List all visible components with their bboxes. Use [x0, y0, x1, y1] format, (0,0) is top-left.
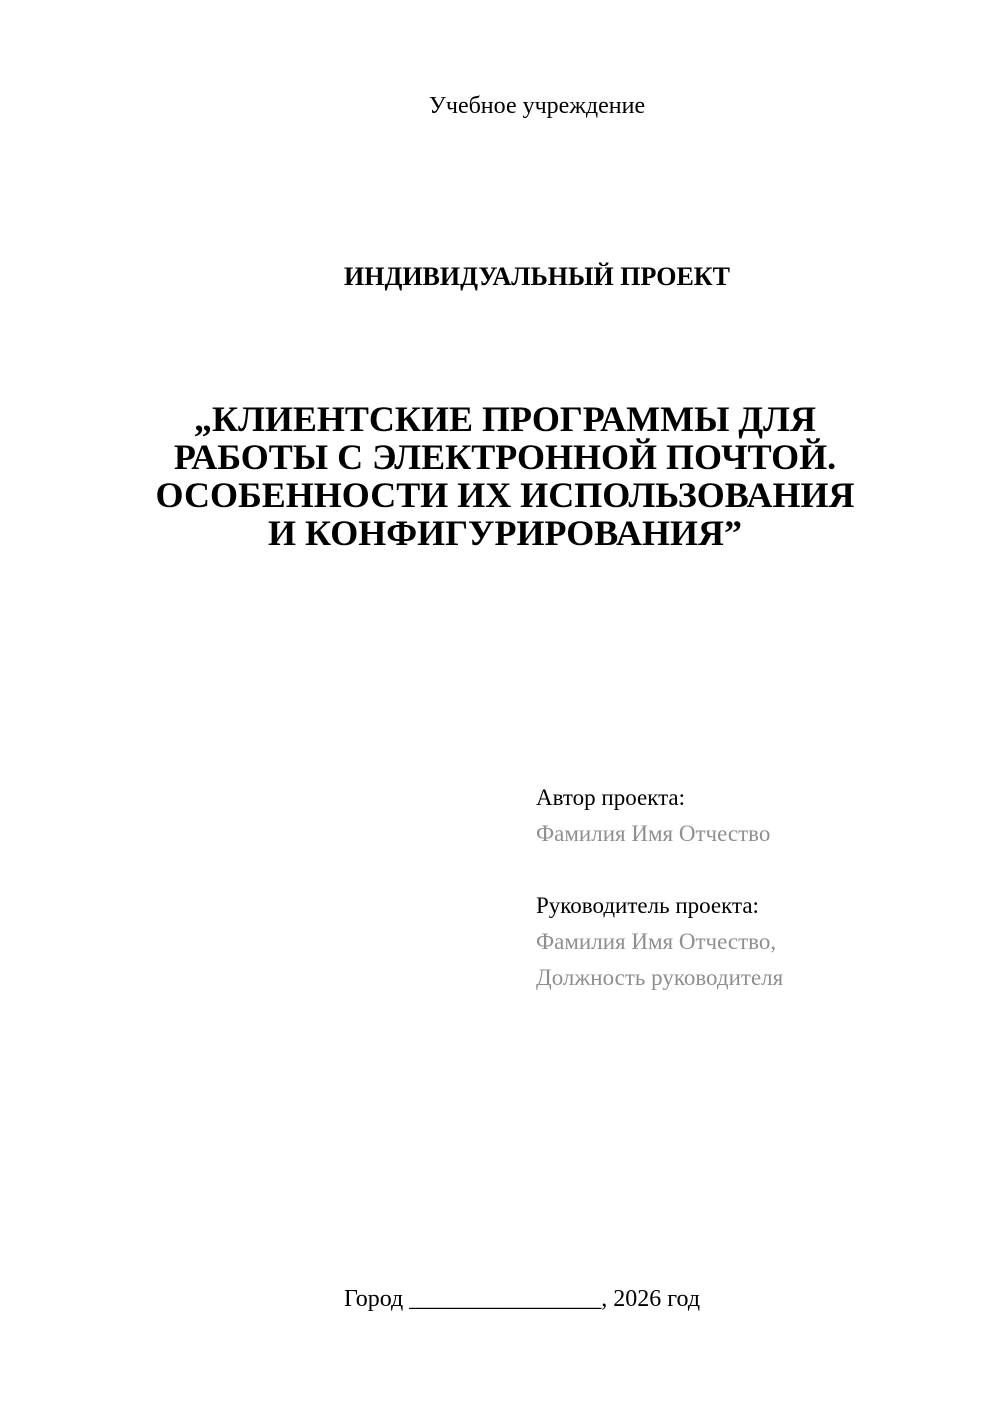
- city-label: Город: [343, 1286, 410, 1312]
- supervisor-position-placeholder: Должность руководителя: [536, 965, 784, 990]
- project-title: [5, 400, 1000, 552]
- city-blank-line: ________________: [409, 1286, 602, 1312]
- author-label: Автор проекта:: [536, 785, 685, 810]
- institution-name: Учебное учреждение: [428, 93, 646, 119]
- title-line-1: „КЛИЕНТСКИЕ ПРОГРАММЫ ДЛЯ: [193, 399, 817, 439]
- document-type-heading: ИНДИВИДУАЛЬНЫЙ ПРОЕКТ: [344, 262, 730, 291]
- title-line-2: РАБОТЫ С ЭЛЕКТРОННОЙ ПОЧТОЙ.: [173, 437, 837, 477]
- credits-block: [536, 780, 783, 996]
- year-text: , 2026 год: [601, 1286, 701, 1312]
- title-line-4: И КОНФИГУРИРОВАНИЯ”: [268, 513, 742, 553]
- title-line-3: ОСОБЕННОСТИ ИХ ИСПОЛЬЗОВАНИЯ: [155, 475, 855, 515]
- supervisor-name-placeholder: Фамилия Имя Отчество,: [536, 929, 777, 954]
- author-name-placeholder: Фамилия Имя Отчество: [536, 821, 771, 846]
- supervisor-label: Руководитель проекта:: [536, 893, 759, 918]
- footer-line: [22, 1285, 1000, 1314]
